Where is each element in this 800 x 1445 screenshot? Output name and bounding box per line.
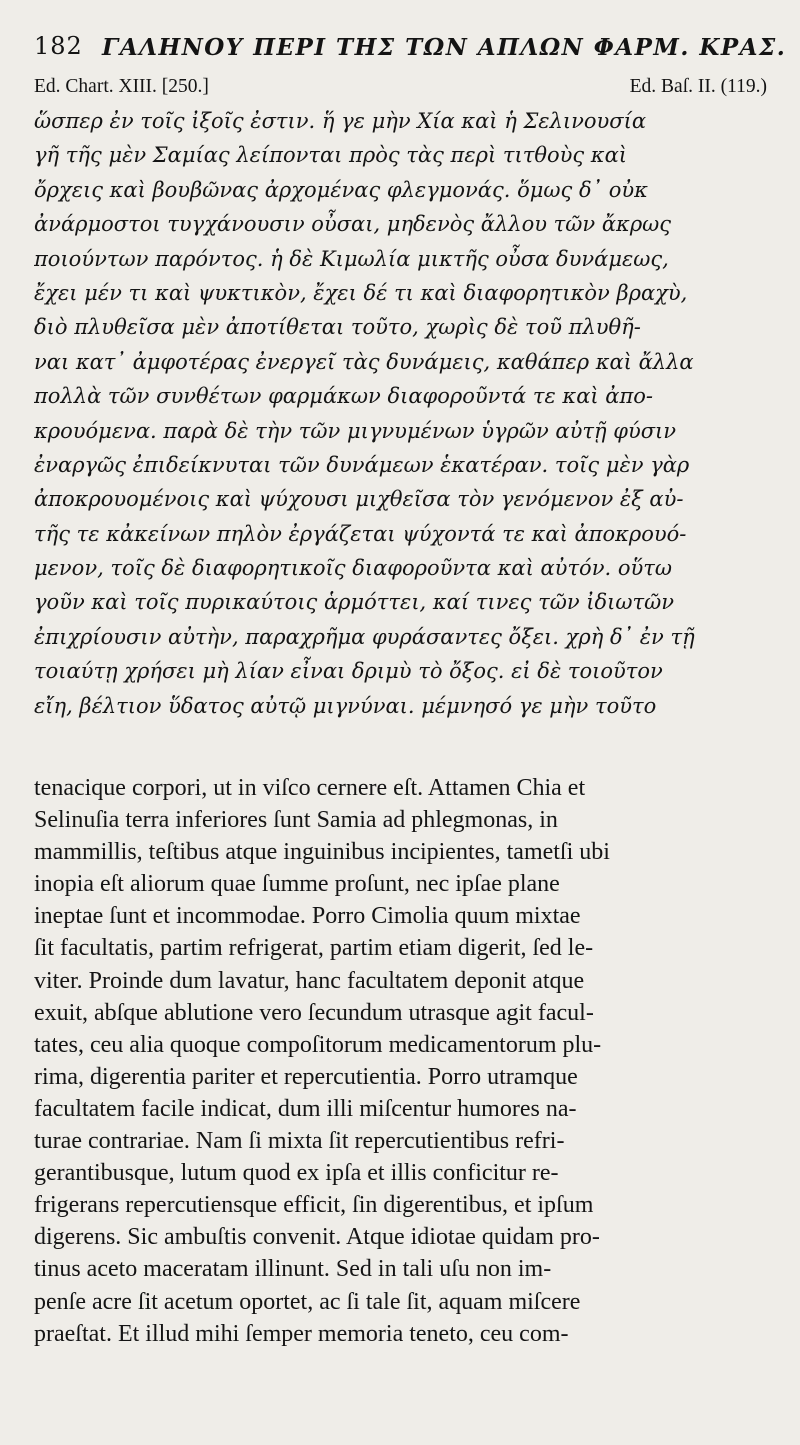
greek-text-line: ποιούντων παρόντος. ἡ δὲ Κιμωλία μικτῆς οὖσα δυνάμεως, [34,246,669,271]
latin-text-line: Selinuſia terra inferiores ſunt Samia ad phlegmonas, in [34,807,558,834]
greek-text-line: γοῦν καὶ τοῖς πυρικαύτοις ἁρμόττει, καί τινες τῶν ἰδιωτῶν [34,590,675,615]
greek-text-line: γῆ τῆς μὲν Σαμίας λείπονται πρὸς τὰς περὶ τιτθοὺς καὶ [34,143,627,168]
greek-text-line: ἐναργῶς ἐπιδείκνυται τῶν δυνάμεων ἑκατέραν. τοῖς μὲν γὰρ [34,452,690,477]
latin-text-line: tenacique corpori, ut in viſco cernere eſt. Attamen Chia et [34,775,586,801]
page-number: 182 [34,32,83,60]
greek-text-line: τῆς τε κἀκείνων πηλὸν ἐργάζεται ψύχοντά τε καὶ ἀποκρουό- [34,521,687,546]
greek-text-line: ἀνάρμοστοι τυγχάνουσιν οὖσαι, μηδενὸς ἄλλου τῶν ἄκρως [34,212,672,237]
latin-text-line: inopia eſt aliorum quae ſumme proſunt, nec ipſae plane [34,871,560,898]
edition-reference-right: Ed. Baſ. II. (119.) [629,76,767,97]
latin-text-line: ineptae ſunt et incommodae. Porro Cimolia quum mixtae [34,903,581,930]
latin-text-line: gerantibusque, lutum quod ex ipſa et illis conficitur re- [34,1160,559,1187]
page-header [34,30,787,64]
latin-text-line: tinus aceto maceratam illinunt. Sed in tali uſu non im- [34,1256,552,1283]
greek-text-line: ἐπιχρίουσιν αὐτὴν, παραχρῆμα φυράσαντες ὄξει. χρὴ δ᾽ ἐν τῇ [34,624,695,649]
greek-text-line: ὥσπερ ἐν τοῖς ἰξοῖς ἐστιν. ἥ γε μὴν Χία καὶ ἡ Σελινουσία [34,109,647,133]
latin-text-line: frigerans repercutiensque efficit, ſin digerentibus, et ipſum [34,1192,594,1219]
greek-text-line: εἴη, βέλτιον ὕδατος αὐτῷ μιγνύναι. μέμνησό γε μὴν τοῦτο [34,693,657,718]
greek-text-line: ναι κατ᾽ ἀμφοτέρας ἐνεργεῖ τὰς δυνάμεις, καθάπερ καὶ ἄλλα [34,349,694,374]
latin-text-line: exuit, abſque ablutione vero ſecundum utrasque agit facul- [34,999,594,1026]
greek-text-block [34,104,767,723]
greek-text-line: ὄρχεις καὶ βουβῶνας ἀρχομένας φλεγμονάς. ὅμως δ᾽ οὐκ [34,177,648,202]
greek-text-line: μενον, τοῖς δὲ διαφορητικοῖς διαφοροῦντα καὶ αὐτόν. οὕτω [34,556,672,581]
edition-reference-left: Ed. Chart. XIII. [250.] [34,76,209,97]
latin-text-line: ſit facultatis, partim refrigerat, partim etiam digerit, ſed le- [34,935,594,962]
greek-text-line: τοιαύτῃ χρήσει μὴ λίαν εἶναι δριμὺ τὸ ὄξος. εἰ δὲ τοιοῦτον [34,659,663,684]
latin-text-block [34,772,767,1350]
latin-text-line: tates, ceu alia quoque compoſitorum medicamentorum plu- [34,1031,602,1058]
greek-text-line: κρουόμενα. παρὰ δὲ τὴν τῶν μιγνυμένων ὑγρῶν αὐτῇ φύσιν [34,418,677,443]
latin-text-line: facultatem facile indicat, dum illi miſcentur humores na- [34,1095,577,1122]
greek-text-line: διὸ πλυθεῖσα μὲν ἀποτίθεται τοῦτο, χωρὶς δὲ τοῦ πλυθῆ- [34,315,641,340]
latin-text-line: mammillis, teſtibus atque inguinibus incipientes, tametſi ubi [34,839,610,866]
latin-text-line: penſe acre ſit acetum oportet, ac ſi tale ſit, aquam miſcere [34,1288,581,1315]
edition-references [34,76,767,102]
running-title: ΓΑΛΗΝΟΥ ΠΕΡΙ ΤΗΣ ΤΩΝ ΑΠΛΩΝ ΦΑΡΜ. ΚΡΑΣ. [102,34,787,61]
latin-text-line: digerens. Sic ambuſtis convenit. Atque idiotae quidam pro- [34,1224,600,1251]
greek-text-line: πολλὰ τῶν συνθέτων φαρμάκων διαφοροῦντά τε καὶ ἀπο- [34,384,654,409]
latin-text-line: praeſtat. Et illud mihi ſemper memoria teneto, ceu com- [34,1320,569,1347]
greek-text-line: ἔχει μέν τι καὶ ψυκτικὸν, ἔχει δέ τι καὶ διαφορητικὸν βραχὺ, [34,280,688,305]
latin-text-line: viter. Proinde dum lavatur, hanc facultatem deponit atque [34,967,585,994]
latin-text-line: turae contrariae. Nam ſi mixta ſit repercutientibus refri- [34,1128,565,1155]
latin-text-line: rima, digerentia pariter et repercutientia. Porro utramque [34,1063,578,1090]
greek-text-line: ἀποκρουομένοις καὶ ψύχουσι μιχθεῖσα τὸν γενόμενον ἐξ αὐ- [34,487,684,512]
